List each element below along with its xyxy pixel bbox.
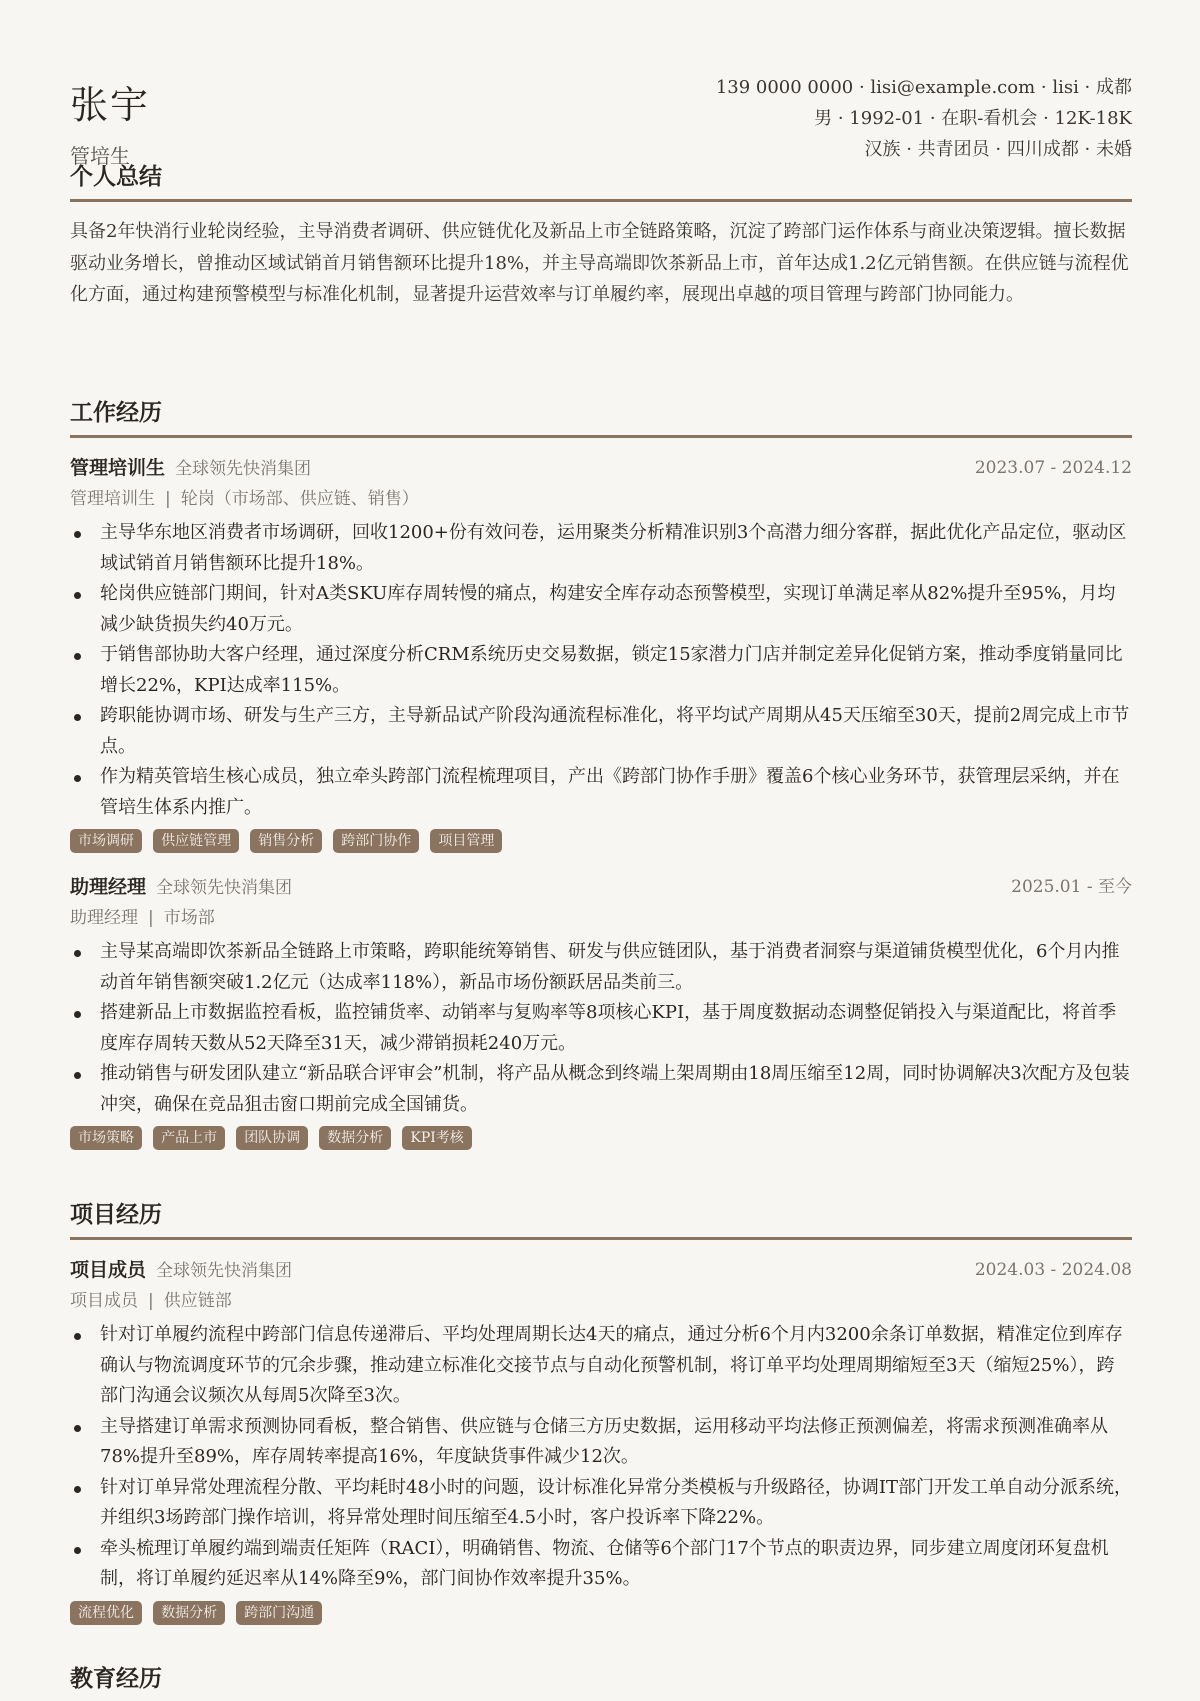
achievement-item: 推动销售与研发团队建立“新品联合评审会”机制，将产品从概念到终端上架周期由18周压缩至12周，同时协调解决3次配方及包装冲突，确保在竞品狙击窗口期前完成全国铺货。	[70, 1059, 1132, 1120]
job-title: 管理培训生	[70, 457, 166, 479]
achievement-list	[70, 937, 1132, 1120]
job-date: 2023.07 - 2024.12	[974, 458, 1132, 478]
achievement-list	[70, 1320, 1132, 1595]
achievement-item: 针对订单履约流程中跨部门信息传递滞后、平均处理周期长达4天的痛点，通过分析6个月内3200余条订单数据，精准定位到库存确认与物流调度环节的冗余步骤，推动建立标准化交接节点与自动化预警机制，将订单平均处理周期缩短至3天（缩短25%），跨部门沟通会议频次从每周5次降至3次。	[70, 1320, 1132, 1412]
target-role: 管培生	[70, 144, 130, 168]
background-info-line: 汉族 · 共青团员 · 四川成都 · 未婚	[864, 139, 1132, 160]
skill-tag: 项目管理	[430, 829, 502, 853]
skill-tag: 数据分析	[319, 1126, 391, 1150]
job-date: 2025.01 - 至今	[1011, 877, 1132, 897]
skill-tag: 供应链管理	[153, 829, 239, 853]
section-title: 教育经历	[70, 1665, 162, 1692]
projects-section	[70, 1196, 1132, 1629]
achievement-item: 主导搭建订单需求预测协同看板，整合销售、供应链与仓储三方历史数据，运用移动平均法修正预测偏差，将需求预测准确率从78%提升至89%，库存周转率提高16%，年度缺货事件减少12次。	[70, 1412, 1132, 1473]
achievement-list	[70, 518, 1132, 823]
skill-tag: 跨部门协作	[333, 829, 419, 853]
skill-tags	[70, 1601, 1132, 1629]
skill-tag: KPI考核	[402, 1126, 471, 1150]
summary-text: 具备2年快消行业轮岗经验，主导消费者调研、供应链优化及新品上市全链路策略，沉淀了跨部门运作体系与商业决策逻辑。擅长数据驱动业务增长，曾推动区域试销首月销售额环比提升18%，并主导高端即饮茶新品上市，首年达成1.2亿元销售额。在供应链与流程优化方面，通过构建预警模型与标准化机制，显著提升运营效率与订单履约率，展现出卓越的项目管理与跨部门协同能力。	[70, 221, 1129, 305]
skill-tag: 跨部门沟通	[236, 1601, 322, 1625]
candidate-name: 张宇	[70, 83, 151, 127]
job-entry	[70, 452, 1132, 857]
job-position: 助理经理	[70, 908, 138, 928]
education-section	[70, 1660, 1132, 1701]
personal-info-line: 男 · 1992-01 · 在职-看机会 · 12K-18K	[814, 108, 1132, 129]
skill-tag: 销售分析	[250, 829, 322, 853]
job-department: 轮岗（市场部、供应链、销售）	[180, 489, 419, 509]
skill-tag: 团队协调	[236, 1126, 308, 1150]
job-position: 管理培训生	[70, 489, 155, 509]
job-subtitle	[70, 903, 1132, 937]
project-department: 供应链部	[163, 1291, 232, 1311]
achievement-item: 作为精英管培生核心成员，独立牵头跨部门流程梳理项目，产出《跨部门协作手册》覆盖6个核心业务环节，获管理层采纳，并在管培生体系内推广。	[70, 762, 1132, 823]
achievement-item: 轮岗供应链部门期间，针对A类SKU库存周转慢的痛点，构建安全库存动态预警模型，实现订单满足率从82%提升至95%，月均减少缺货损失约40万元。	[70, 579, 1132, 640]
skill-tag: 数据分析	[153, 1601, 225, 1625]
project-header	[70, 1254, 1132, 1286]
project-role: 项目成员	[70, 1259, 147, 1281]
job-header	[70, 452, 1132, 484]
job-entry	[70, 871, 1132, 1154]
achievement-item: 于销售部协助大客户经理，通过深度分析CRM系统历史交易数据，锁定15家潜力门店并制定差异化促销方案，推动季度销量同比增长22%，KPI达成率115%。	[70, 640, 1132, 701]
skill-tag: 市场调研	[70, 829, 142, 853]
job-header	[70, 871, 1132, 903]
achievement-item: 跨职能协调市场、研发与生产三方，主导新品试产阶段沟通流程标准化，将平均试产周期从45天压缩至30天，提前2周完成上市节点。	[70, 701, 1132, 762]
project-entry	[70, 1254, 1132, 1629]
skill-tag: 市场策略	[70, 1126, 142, 1150]
achievement-item: 针对订单异常处理流程分散、平均耗时48小时的问题，设计标准化异常分类模板与升级路径，协调IT部门开发工单自动分派系统，并组织3场跨部门操作培训，将异常处理时间压缩至4.5小时，客户投诉率下降22%。	[70, 1473, 1132, 1534]
section-title: 项目经历	[70, 1196, 1132, 1240]
company-name: 全球领先快消集团	[175, 459, 312, 479]
job-subtitle	[70, 484, 1132, 518]
company-name: 全球领先快消集团	[156, 878, 293, 898]
separator: |	[148, 1291, 154, 1311]
separator: |	[148, 908, 154, 928]
contact-info	[716, 72, 1132, 165]
summary-section	[70, 158, 1132, 311]
skill-tags	[70, 1126, 1132, 1154]
separator: |	[165, 489, 171, 509]
project-position: 项目成员	[70, 1291, 138, 1311]
work-section	[70, 394, 1132, 1154]
section-title: 工作经历	[70, 394, 1132, 438]
project-date: 2024.03 - 2024.08	[974, 1260, 1132, 1280]
job-title: 助理经理	[70, 876, 147, 898]
achievement-item: 搭建新品上市数据监控看板，监控铺货率、动销率与复购率等8项核心KPI，基于周度数据动态调整促销投入与渠道配比，将首季度库存周转天数从52天降至31天，减少滞销损耗240万元。	[70, 998, 1132, 1059]
contact-line: 139 0000 0000 · lisi@example.com · lisi · 成都	[715, 77, 1132, 98]
skill-tag: 产品上市	[153, 1126, 225, 1150]
achievement-item: 主导某高端即饮茶新品全链路上市策略，跨职能统筹销售、研发与供应链团队，基于消费者洞察与渠道铺货模型优化，6个月内推动首年销售额突破1.2亿元（达成率118%），新品市场份额跃居品类前三。	[70, 937, 1132, 998]
skill-tag: 流程优化	[70, 1601, 142, 1625]
job-department: 市场部	[163, 908, 215, 928]
skill-tags	[70, 829, 1132, 857]
company-name: 全球领先快消集团	[156, 1261, 293, 1281]
achievement-item: 主导华东地区消费者市场调研，回收1200+份有效问卷，运用聚类分析精准识别3个高潜力细分客群，据此优化产品定位，驱动区域试销首月销售额环比提升18%。	[70, 518, 1132, 579]
project-subtitle	[70, 1286, 1132, 1320]
achievement-item: 牵头梳理订单履约端到端责任矩阵（RACI），明确销售、物流、仓储等6个部门17个节点的职责边界，同步建立周度闭环复盘机制，将订单履约延迟率从14%降至9%，部门间协作效率提升35%。	[70, 1534, 1132, 1595]
section-title: 个人总结	[70, 158, 1132, 202]
